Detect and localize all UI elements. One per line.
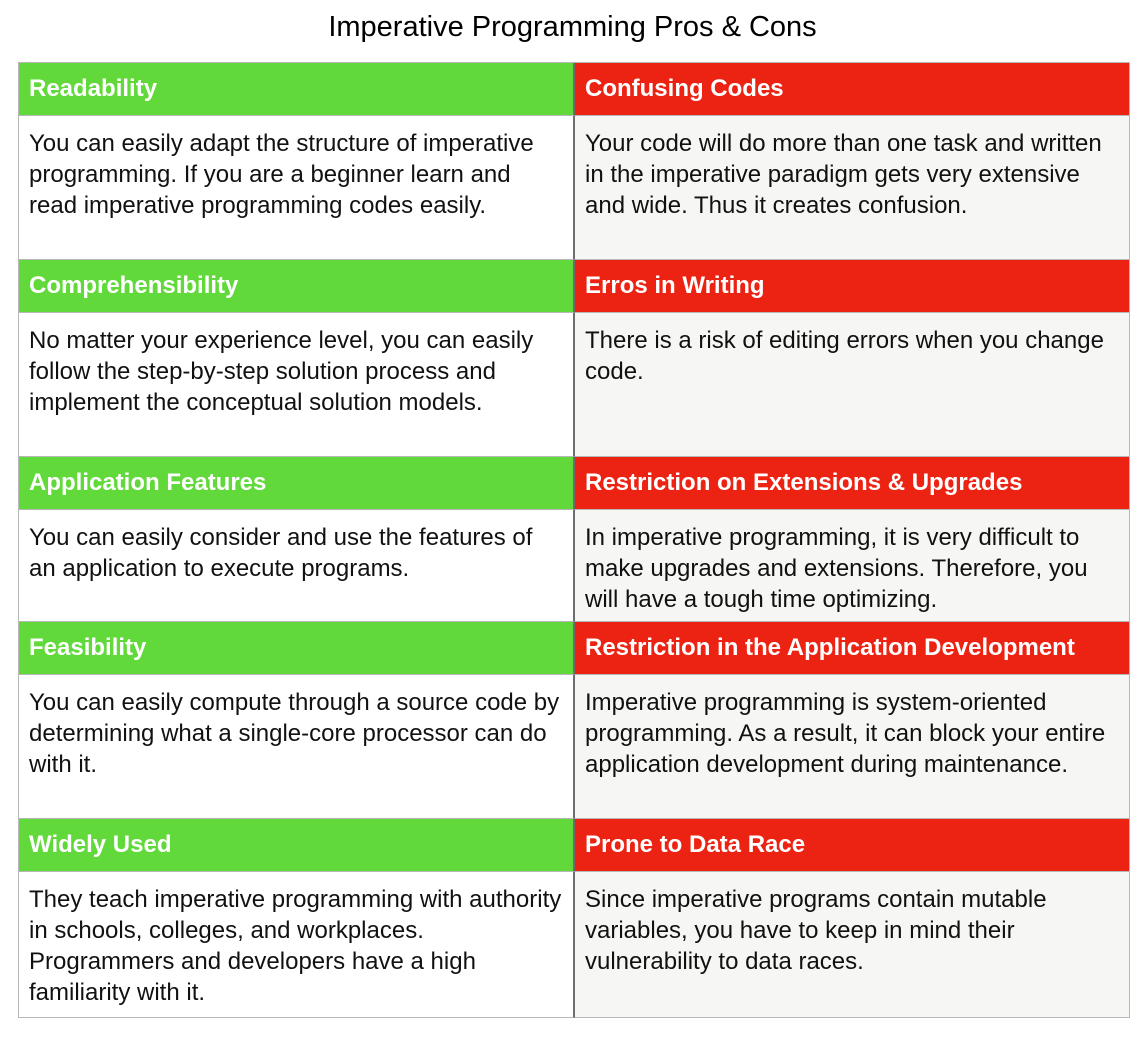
pro-text-application-features: You can easily consider and use the features of an application to execute programs. xyxy=(19,510,575,622)
pro-heading-widely-used: Widely Used xyxy=(19,819,575,872)
con-text-restriction-app-dev: Imperative programming is system-oriented programming. As a result, it can block your entire application development during maintenance. xyxy=(575,675,1130,819)
pros-cons-table xyxy=(18,62,1130,1018)
page-title: Imperative Programming Pros & Cons xyxy=(328,11,817,43)
pro-text-comprehensibility: No matter your experience level, you can easily follow the step-by-step solution process and implement the conceptual solution models. xyxy=(19,313,575,457)
pro-heading-feasibility: Feasibility xyxy=(19,622,575,675)
pro-text-feasibility: You can easily compute through a source code by determining what a single-core processor can do with it. xyxy=(19,675,575,819)
con-heading-confusing-codes: Confusing Codes xyxy=(575,63,1130,116)
con-text-confusing-codes: Your code will do more than one task and written in the imperative paradigm gets very extensive and wide. Thus it creates confusion. xyxy=(575,116,1130,260)
pro-text-readability: You can easily adapt the structure of imperative programming. If you are a beginner learn and read imperative programming codes easily. xyxy=(19,116,575,260)
con-text-data-race: Since imperative programs contain mutable variables, you have to keep in mind their vulnerability to data races. xyxy=(575,872,1130,1018)
con-heading-restriction-app-dev: Restriction in the Application Development xyxy=(575,622,1130,675)
con-heading-restriction-extensions: Restriction on Extensions & Upgrades xyxy=(575,457,1130,510)
con-text-restriction-extensions: In imperative programming, it is very difficult to make upgrades and extensions. Therefore, you will have a tough time optimizing. xyxy=(575,510,1130,622)
pro-heading-readability: Readability xyxy=(19,63,575,116)
pro-heading-application-features: Application Features xyxy=(19,457,575,510)
pro-text-widely-used: They teach imperative programming with authority in schools, colleges, and workplaces. Programmers and developers have a high familiarity with it. xyxy=(19,872,575,1018)
con-text-erros-in-writing: There is a risk of editing errors when you change code. xyxy=(575,313,1130,457)
con-heading-data-race: Prone to Data Race xyxy=(575,819,1130,872)
pro-heading-comprehensibility: Comprehensibility xyxy=(19,260,575,313)
con-heading-erros-in-writing: Erros in Writing xyxy=(575,260,1130,313)
